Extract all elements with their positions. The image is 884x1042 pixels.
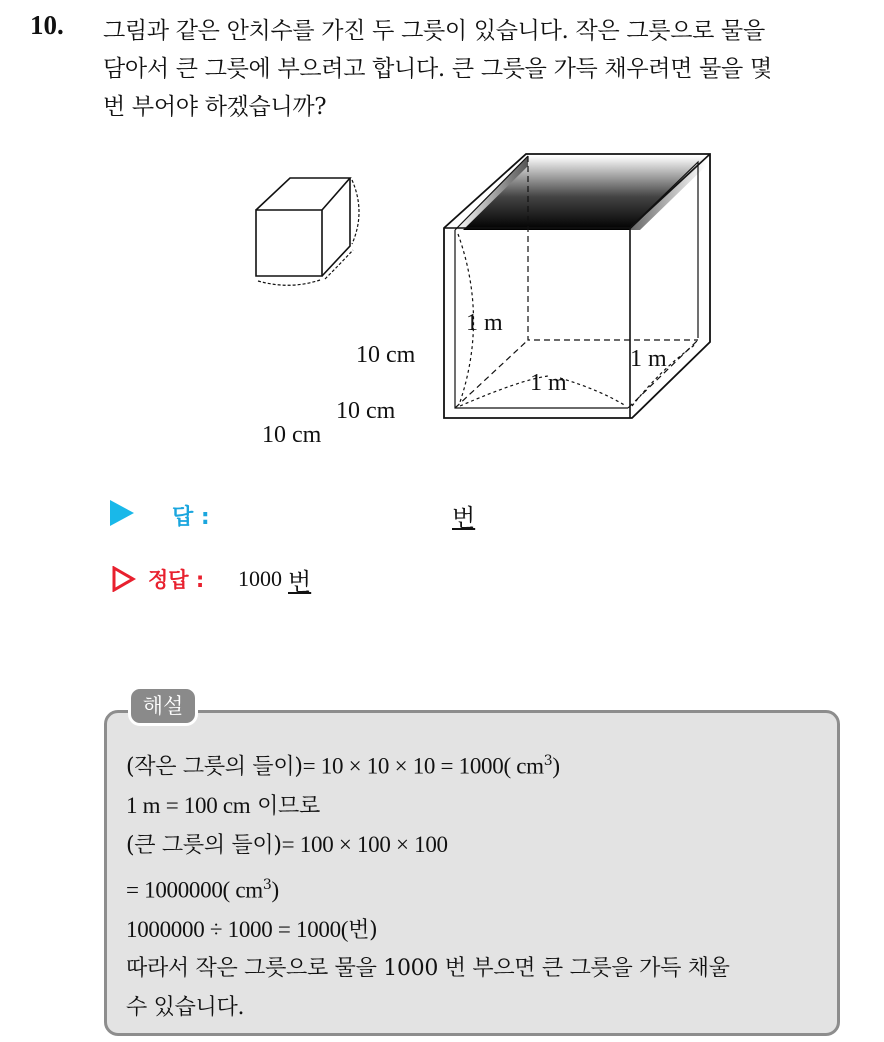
large-box-width-label: 1 m bbox=[530, 370, 567, 396]
question-text bbox=[103, 12, 873, 126]
question-line: 번 부어야 하겠습니까? bbox=[103, 94, 327, 120]
correct-answer-label: 정답 : bbox=[148, 568, 205, 592]
question-number: 10. bbox=[30, 10, 64, 40]
small-cube-height-label: 10 cm bbox=[356, 342, 416, 368]
correct-answer-marker-icon bbox=[112, 566, 136, 592]
small-cube-depth-label: 10 cm bbox=[336, 398, 396, 424]
explanation-line: 1 m = 100 cm 이므로 bbox=[126, 792, 320, 819]
large-box bbox=[444, 154, 710, 418]
large-box-depth-label: 1 m bbox=[630, 346, 667, 372]
answer-unit: 번 bbox=[452, 504, 476, 532]
explanation-line: (작은 그릇의 들이)= 10 × 10 × 10 = 1000( $cm^3$) bbox=[126, 753, 560, 780]
explanation-line: = 1000000( $cm^3$) bbox=[126, 876, 279, 903]
explanation-line: (큰 그릇의 들이)= 100 × 100 × 100 bbox=[126, 832, 448, 859]
explanation-lines bbox=[126, 742, 730, 1027]
explanation-line: 수 있습니다. bbox=[126, 994, 245, 1020]
small-cube-width-label: 10 cm bbox=[262, 422, 322, 448]
question-line: 그림과 같은 안치수를 가진 두 그릇이 있습니다. 작은 그릇으로 물을 bbox=[103, 18, 765, 44]
explanation-line: 1000000 ÷ 1000 = 1000(번) bbox=[126, 916, 378, 943]
small-cube bbox=[256, 178, 359, 285]
correct-answer-row bbox=[110, 562, 510, 596]
answer-label: 답 : bbox=[172, 505, 210, 530]
explanation-line: 따라서 작은 그릇으로 물을 1000 번 부으면 큰 그릇을 가득 채울 bbox=[126, 956, 730, 982]
correct-answer-unit: 번 bbox=[288, 568, 312, 596]
answer-marker-icon bbox=[110, 500, 134, 526]
question-line: 담아서 큰 그릇에 부으려고 합니다. 큰 그릇을 가득 채우려면 물을 몇 bbox=[103, 56, 772, 82]
correct-answer-value: 1000 bbox=[238, 566, 282, 591]
explanation-tab: 해설 bbox=[128, 686, 198, 726]
large-box-height-label: 1 m bbox=[466, 310, 503, 336]
containers-figure bbox=[0, 140, 884, 460]
answer-row bbox=[110, 498, 510, 532]
